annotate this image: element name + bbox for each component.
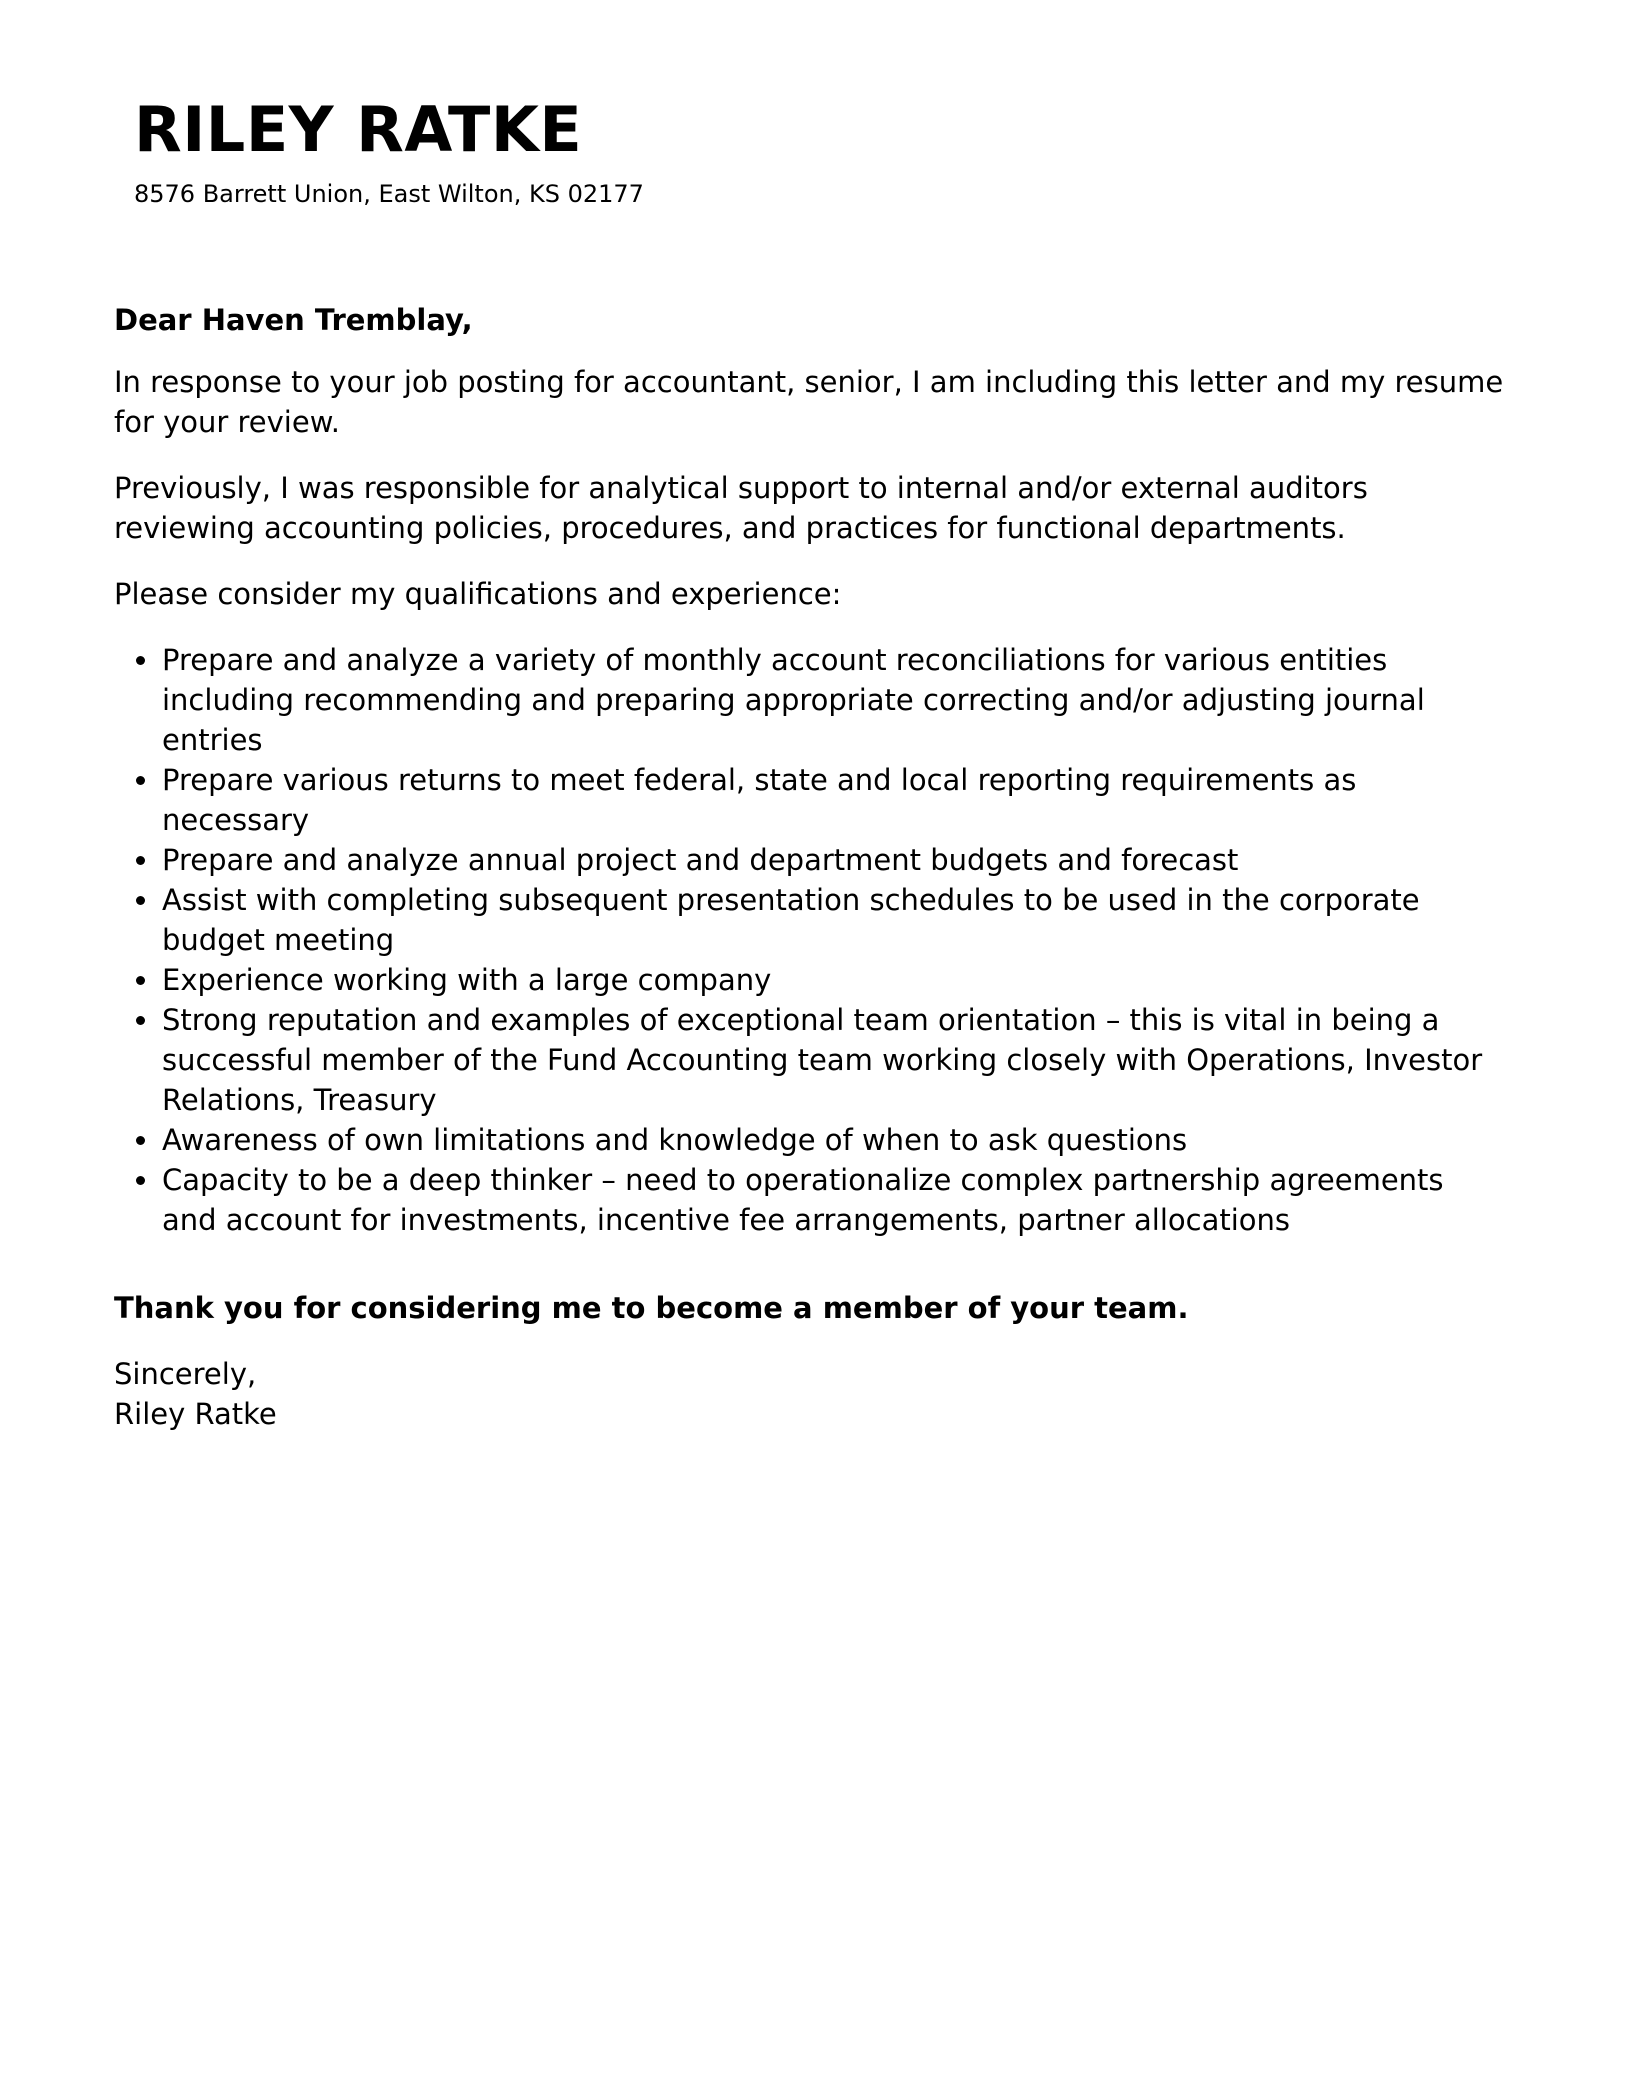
bullet-icon [136,776,145,785]
list-item [114,960,1504,1000]
signature: Riley Ratke [114,1397,277,1431]
list-item-text: Awareness of own limitations and knowledge of when to ask questions [162,1123,1188,1157]
qualifications-list [114,640,1504,1240]
signoff: Sincerely, [114,1357,257,1391]
list-item [114,1120,1504,1160]
list-item-text: Capacity to be a deep thinker – need to operationalize complex partnership agreements and account for investments, incentive fee arrangements, partner allocations [162,1163,1444,1237]
bullet-icon [136,1176,145,1185]
list-item [114,1000,1504,1120]
applicant-name: RILEY RATKE [134,93,583,166]
bullet-icon [136,1136,145,1145]
experience-paragraph: Previously, I was responsible for analytical support to internal and/or external auditors reviewing accounting policies, procedures, and practices for functional departments. [114,471,1368,545]
bullet-icon [136,976,145,985]
bullet-icon [136,1016,145,1025]
list-item [114,840,1504,880]
bullet-icon [136,896,145,905]
list-item [114,1160,1504,1240]
list-item [114,640,1504,760]
salutation: Dear Haven Tremblay, [114,303,473,337]
bullet-icon [136,656,145,665]
list-item-text: Assist with completing subsequent presentation schedules to be used in the corporate budget meeting [162,883,1420,957]
list-item-text: Experience working with a large company [162,963,772,997]
list-item [114,760,1504,840]
closing-statement: Thank you for considering me to become a member of your team. [114,1291,1189,1325]
list-item-text: Prepare and analyze a variety of monthly account reconciliations for various entities including recommending and preparing appropriate correcting and/or adjusting journal entries [162,643,1425,757]
list-item-text: Strong reputation and examples of exceptional team orientation – this is vital in being a successful member of the Fund Accounting team working closely with Operations, Investor Relations, Treasury [162,1003,1483,1117]
intro-paragraph: In response to your job posting for accountant, senior, I am including this letter and my resume for your review. [114,365,1504,439]
qualifications-intro: Please consider my qualifications and experience: [114,577,842,611]
letter-header [134,92,1434,210]
bullet-icon [136,856,145,865]
applicant-address: 8576 Barrett Union, East Wilton, KS 02177 [134,180,644,208]
list-item-text: Prepare and analyze annual project and department budgets and forecast [162,843,1239,877]
letter-body [114,300,1504,1434]
list-item [114,880,1504,960]
list-item-text: Prepare various returns to meet federal, state and local reporting requirements as necessary [162,763,1357,837]
